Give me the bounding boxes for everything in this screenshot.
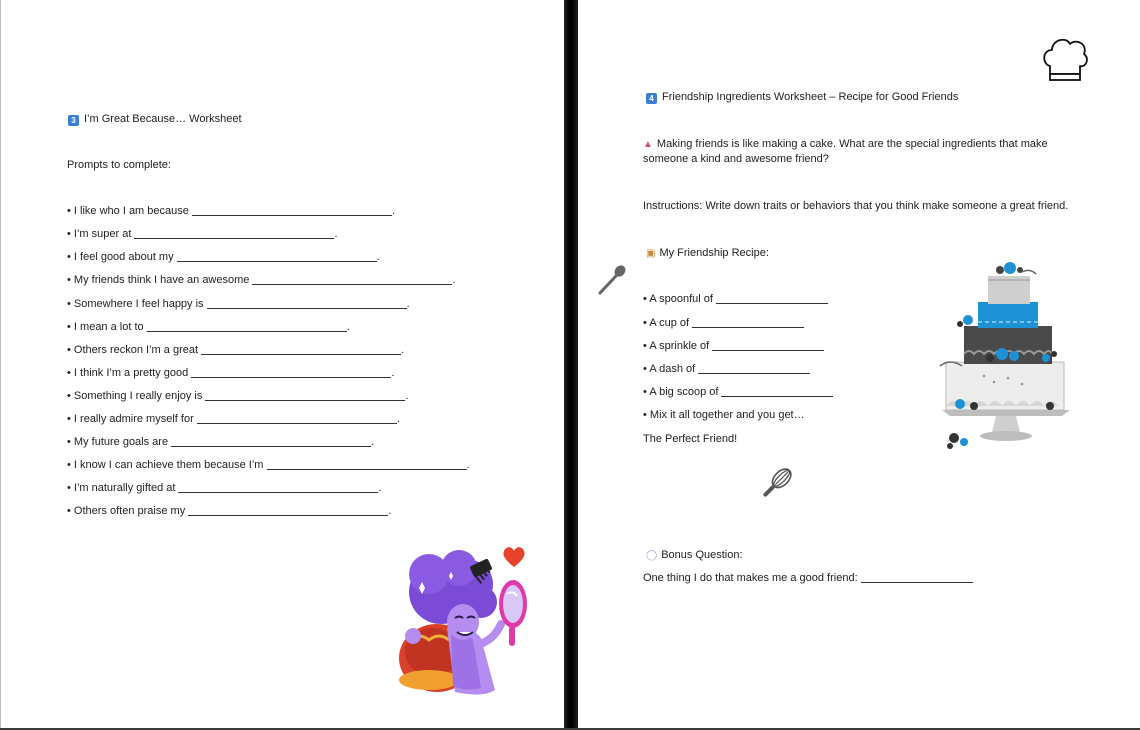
heart-icon bbox=[501, 545, 527, 569]
prompts-label: Prompts to complete: bbox=[67, 159, 171, 171]
cake-slice-icon: ▲ bbox=[643, 139, 653, 150]
prompt-item: • My future goals are . bbox=[67, 436, 375, 448]
prompt-item: • Somewhere I feel happy is . bbox=[67, 298, 410, 310]
prompt-item: • My friends think I have an awesome . bbox=[67, 274, 456, 286]
prompt-item: • Others often praise my . bbox=[67, 505, 392, 517]
right-heading: 4 Friendship Ingredients Worksheet – Recipe for Good Friends bbox=[646, 90, 958, 104]
right-page bbox=[578, 0, 1140, 730]
instructions-text: Instructions: Write down traits or behaviors that you think make someone a great friend. bbox=[643, 200, 1069, 212]
spoon-icon bbox=[596, 264, 628, 296]
recipe-item: • A spoonful of bbox=[643, 292, 828, 306]
recipe-card-icon: ▣ bbox=[646, 248, 656, 259]
prompt-item: • I like who I am because . bbox=[67, 205, 395, 217]
recipe-item: • A cup of bbox=[643, 316, 804, 330]
intro-paragraph: ▲ Making friends is like making a cake. What are the special ingredients that make someone a kind and awesome friend? bbox=[643, 138, 1048, 165]
prompt-item: • I know I can achieve them because I’m . bbox=[67, 459, 470, 471]
recipe-item: • A sprinkle of bbox=[643, 339, 824, 353]
recipe-item: • A dash of bbox=[643, 362, 810, 376]
page-gutter bbox=[564, 0, 578, 730]
recipe-item: • A big scoop of bbox=[643, 385, 833, 399]
chef-hat-icon bbox=[1040, 34, 1090, 84]
result-text: The Perfect Friend! bbox=[643, 433, 738, 445]
bonus-title: ◯ Bonus Question: bbox=[646, 549, 743, 561]
layered-cake-illustration bbox=[938, 258, 1074, 453]
left-heading: 3 I’m Great Because… Worksheet bbox=[68, 112, 242, 126]
speech-bubble-icon: ◯ bbox=[646, 550, 658, 561]
prompt-item: • I think I’m a pretty good . bbox=[67, 367, 395, 379]
prompt-item: • I’m super at . bbox=[67, 228, 338, 240]
recipe-title: ▣ My Friendship Recipe: bbox=[646, 247, 769, 259]
prompt-item: • Something I really enjoy is . bbox=[67, 390, 409, 402]
whisk-icon bbox=[756, 464, 796, 504]
keycap-4-icon: 4 bbox=[646, 93, 657, 104]
keycap-3-icon: 3 bbox=[68, 115, 79, 126]
prompt-item: • I’m naturally gifted at . bbox=[67, 482, 382, 494]
prompt-item: • Others reckon I’m a great . bbox=[67, 344, 405, 356]
prompt-item: • I really admire myself for . bbox=[67, 413, 400, 425]
mix-line: • Mix it all together and you get… bbox=[643, 409, 805, 421]
prompt-item: • I mean a lot to . bbox=[67, 321, 350, 333]
bonus-question: One thing I do that makes me a good friend: bbox=[643, 571, 973, 585]
left-page bbox=[0, 0, 564, 730]
prompt-item: • I feel good about my . bbox=[67, 251, 380, 263]
